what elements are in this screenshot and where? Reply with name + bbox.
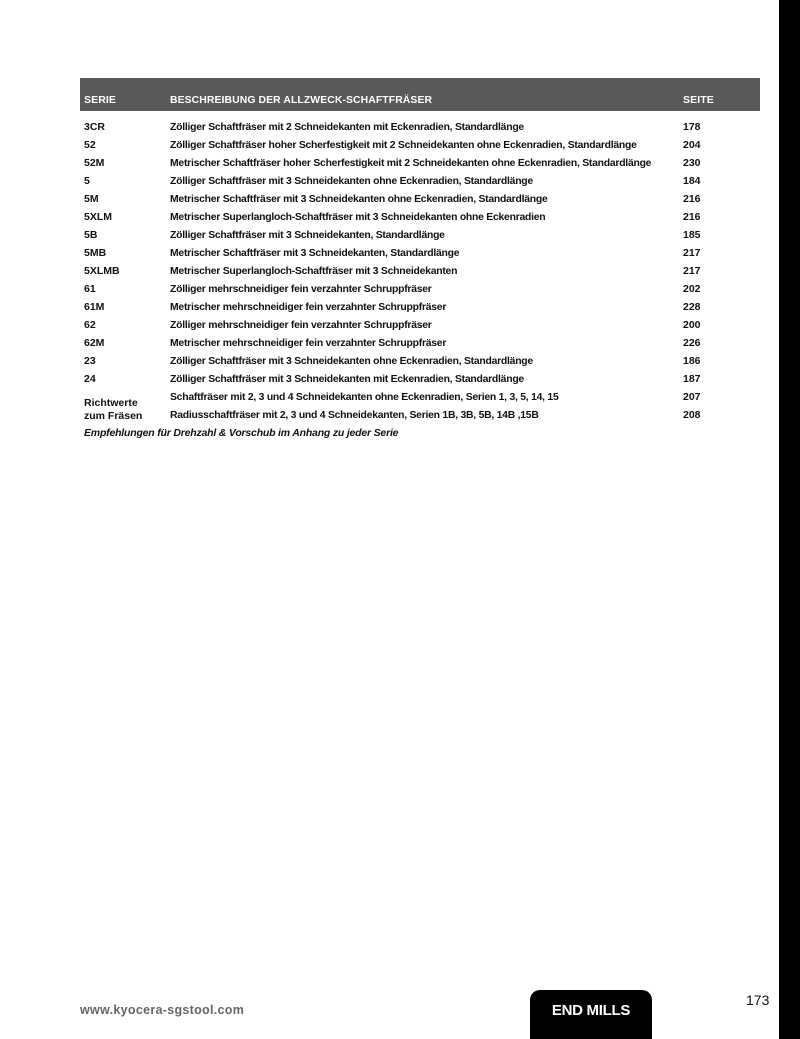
page-number: 173 bbox=[746, 992, 770, 1008]
table-row bbox=[80, 172, 760, 190]
table-row bbox=[80, 244, 760, 262]
row-serie: 3CR bbox=[84, 121, 106, 133]
row-serie: 61 bbox=[84, 283, 96, 295]
table-header bbox=[80, 78, 760, 111]
header-page: SEITE bbox=[683, 94, 714, 106]
group-serie bbox=[80, 388, 170, 424]
row-page: 178 bbox=[683, 121, 701, 133]
row-page: 216 bbox=[683, 211, 701, 223]
row-description: Zölliger Schaftfräser mit 2 Schneidekanten mit Eckenradien, Standardlänge bbox=[170, 121, 524, 133]
table-row bbox=[80, 316, 760, 334]
row-page: 184 bbox=[683, 175, 701, 187]
row-page: 200 bbox=[683, 319, 701, 331]
row-serie: 23 bbox=[84, 355, 96, 367]
row-page: 216 bbox=[683, 193, 701, 205]
row-page: 187 bbox=[683, 373, 701, 385]
row-description: Zölliger mehrschneidiger fein verzahnter Schruppfräser bbox=[170, 283, 432, 295]
group-row-page: 208 bbox=[683, 409, 701, 421]
table-row bbox=[80, 208, 760, 226]
table-row bbox=[80, 262, 760, 280]
table-row bbox=[80, 298, 760, 316]
series-table bbox=[80, 78, 760, 439]
row-page: 185 bbox=[683, 229, 701, 241]
row-description: Zölliger Schaftfräser mit 3 Schneidekanten, Standardlänge bbox=[170, 229, 445, 241]
table-row bbox=[80, 370, 760, 388]
row-page: 186 bbox=[683, 355, 701, 367]
row-page: 228 bbox=[683, 301, 701, 313]
row-description: Zölliger Schaftfräser mit 3 Schneidekanten mit Eckenradien, Standardlänge bbox=[170, 373, 524, 385]
row-serie: 5XLMB bbox=[84, 265, 120, 277]
row-description: Metrischer Schaftfräser mit 3 Schneidekanten, Standardlänge bbox=[170, 247, 460, 259]
row-description: Metrischer Schaftfräser mit 3 Schneidekanten ohne Eckenradien, Standardlänge bbox=[170, 193, 548, 205]
group-serie-line1: Richtwerte bbox=[84, 397, 138, 409]
row-serie: 5M bbox=[84, 193, 99, 205]
group-rows bbox=[170, 388, 756, 424]
row-page: 217 bbox=[683, 247, 701, 259]
row-description: Metrischer Schaftfräser hoher Scherfestigkeit mit 2 Schneidekanten ohne Eckenradien, Standardlänge bbox=[170, 157, 652, 169]
row-page: 204 bbox=[683, 139, 701, 151]
table-row bbox=[80, 352, 760, 370]
guideline-group bbox=[80, 388, 760, 424]
row-description: Zölliger mehrschneidiger fein verzahnter Schruppfräser bbox=[170, 319, 432, 331]
row-serie: 52M bbox=[84, 157, 105, 169]
group-serie-line2: zum Fräsen bbox=[84, 410, 143, 422]
table-body bbox=[80, 118, 760, 424]
row-description: Zölliger Schaftfräser hoher Scherfestigkeit mit 2 Schneidekanten ohne Eckenradien, Standardlänge bbox=[170, 139, 637, 151]
website-link[interactable]: www.kyocera-sgstool.com bbox=[80, 1003, 245, 1017]
row-description: Metrischer Superlangloch-Schaftfräser mit 3 Schneidekanten ohne Eckenradien bbox=[170, 211, 546, 223]
table-row bbox=[80, 334, 760, 352]
right-edge-bar bbox=[779, 0, 800, 1039]
table-row bbox=[80, 280, 760, 298]
row-serie: 62M bbox=[84, 337, 105, 349]
row-serie: 5MB bbox=[84, 247, 107, 259]
group-row-description: Radiusschaftfräser mit 2, 3 und 4 Schneidekanten, Serien 1B, 3B, 5B, 14B ,15B bbox=[170, 409, 539, 421]
header-serie: SERIE bbox=[84, 94, 117, 106]
table-note: Empfehlungen für Drehzahl & Vorschub im Anhang zu jeder Serie bbox=[84, 427, 399, 439]
row-page: 217 bbox=[683, 265, 701, 277]
table-row bbox=[80, 190, 760, 208]
section-tab-label: END MILLS bbox=[551, 1002, 631, 1019]
table-row bbox=[80, 118, 760, 136]
group-row-description: Schaftfräser mit 2, 3 und 4 Schneidekanten ohne Eckenradien, Serien 1, 3, 5, 14, 15 bbox=[170, 391, 559, 403]
row-serie: 5B bbox=[84, 229, 98, 241]
header-description: BESCHREIBUNG DER ALLZWECK-SCHAFTFRÄSER bbox=[170, 94, 433, 106]
table-row bbox=[80, 226, 760, 244]
group-row bbox=[170, 388, 756, 406]
row-serie: 5XLM bbox=[84, 211, 113, 223]
table-row bbox=[80, 136, 760, 154]
row-serie: 24 bbox=[84, 373, 96, 385]
group-row-page: 207 bbox=[683, 391, 701, 403]
row-page: 230 bbox=[683, 157, 701, 169]
group-row bbox=[170, 406, 756, 424]
row-serie: 52 bbox=[84, 139, 96, 151]
row-serie: 5 bbox=[84, 175, 90, 187]
row-serie: 62 bbox=[84, 319, 96, 331]
section-tab bbox=[530, 990, 652, 1039]
row-description: Zölliger Schaftfräser mit 3 Schneidekanten ohne Eckenradien, Standardlänge bbox=[170, 355, 533, 367]
row-description: Metrischer mehrschneidiger fein verzahnter Schruppfräser bbox=[170, 337, 447, 349]
row-description: Metrischer Superlangloch-Schaftfräser mit 3 Schneidekanten bbox=[170, 265, 458, 277]
row-description: Zölliger Schaftfräser mit 3 Schneidekanten ohne Eckenradien, Standardlänge bbox=[170, 175, 533, 187]
table-row bbox=[80, 154, 760, 172]
row-page: 226 bbox=[683, 337, 701, 349]
row-page: 202 bbox=[683, 283, 701, 295]
row-serie: 61M bbox=[84, 301, 105, 313]
row-description: Metrischer mehrschneidiger fein verzahnter Schruppfräser bbox=[170, 301, 447, 313]
